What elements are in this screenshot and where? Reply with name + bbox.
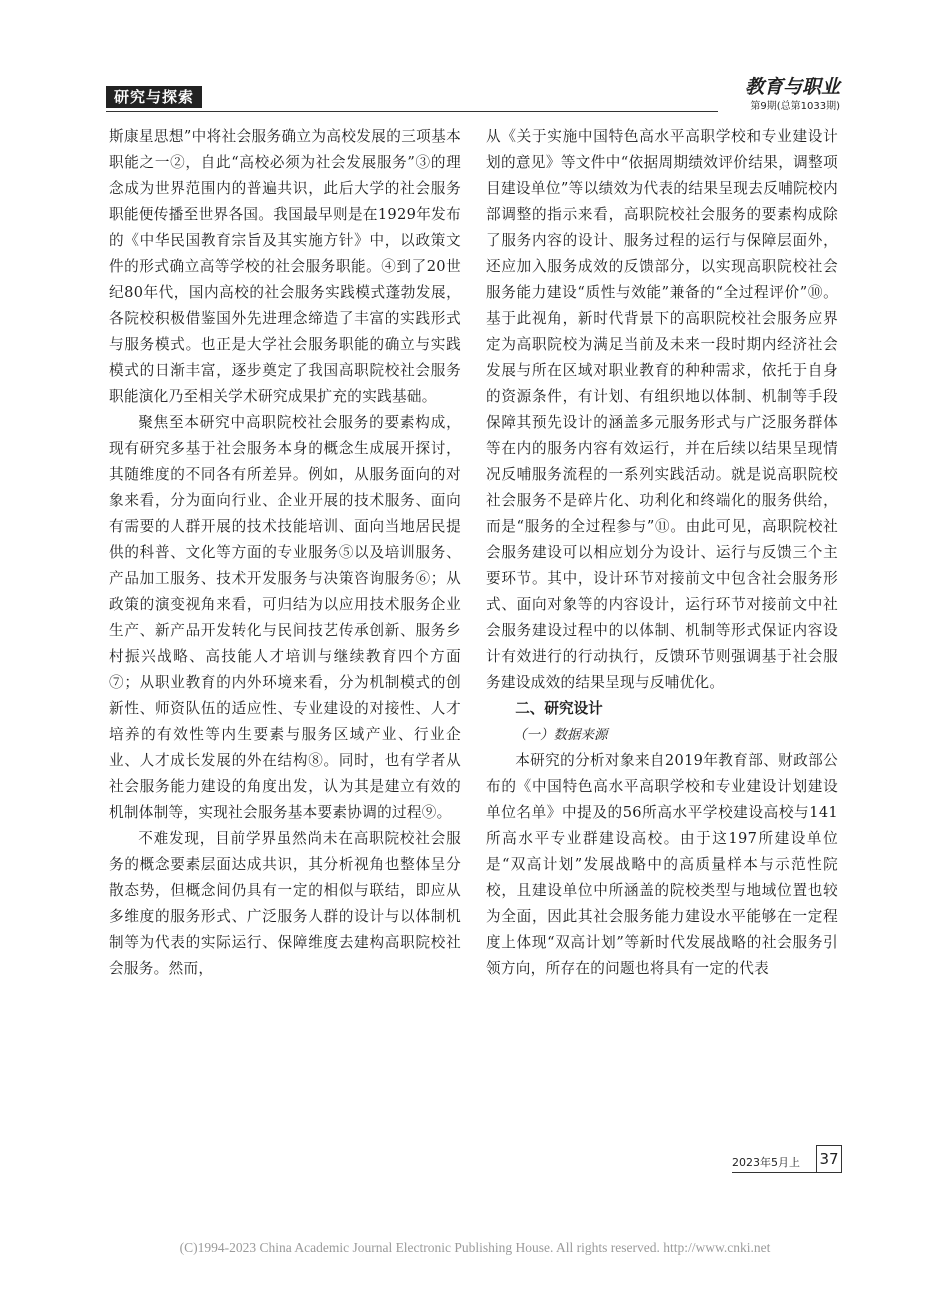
page-number: 37 [816, 1145, 842, 1173]
copyright-notice: (C)1994-2023 China Academic Journal Electronic Publishing House. All rights reserved. http://www.cnki.net [179, 1240, 771, 1255]
footer-rule [732, 1172, 816, 1173]
subsection-heading: （一）数据来源 [513, 727, 608, 743]
right-column [486, 124, 838, 982]
left-column [109, 124, 461, 982]
issue-info: 第9期(总第1033期) [718, 100, 840, 113]
section-heading: 二、研究设计 [515, 700, 603, 717]
paragraph: 不难发现，目前学界虽然尚未在高职院校社会服务的概念要素层面达成共识，其分析视角也整体呈分散态势，但概念间仍具有一定的相似与联结，即应从多维度的服务形式、广泛服务人群的设计与以体制机制等为代表的实际运行、保障维度去建构高职院校社会服务。然而， [109, 830, 461, 977]
paragraph: 斯康星思想”中将社会服务确立为高校发展的三项基本职能之一②，自此“高校必须为社会发展服务”③的理念成为世界范围内的普遍共识，此后大学的社会服务职能便传播至世界各国。我国最早则是在1929年发布的《中华民国教育宗旨及其实施方针》中，以政策文件的形式确立高等学校的社会服务职能。④到了20世纪80年代，国内高校的社会服务实践模式蓬勃发展，各院校积极借鉴国外先进理念缔造了丰富的实践形式与服务模式。也正是大学社会服务职能的确立与实践模式的日渐丰富，逐步奠定了我国高职院校社会服务职能演化乃至相关学术研究成果扩充的实践基础。 [109, 128, 461, 405]
footer-date: 2023年5月上 [732, 1156, 800, 1169]
journal-logo: 教育与职业 [744, 76, 840, 98]
paragraph: 从《关于实施中国特色高水平高职学校和专业建设计划的意见》等文件中“依据周期绩效评价结果，调整项目建设单位”等以绩效为代表的结果呈现去反哺院校内部调整的指示来看，高职院校社会服务的要素构成除了服务内容的设计、服务过程的运行与保障层面外，还应加入服务成效的反馈部分，以实现高职院校社会服务能力建设“质性与效能”兼备的“全过程评价”⑩。基于此视角，新时代背景下的高职院校社会服务应界定为高职院校为满足当前及未来一段时期内经济社会发展与所在区域对职业教育的种种需求，依托于自身的资源条件，有计划、有组织地以体制、机制等手段保障其预先设计的涵盖多元服务形式与广泛服务群体等在内的服务内容有效运行，并在后续以结果呈现情况反哺服务流程的一系列实践活动。就是说高职院校社会服务不是碎片化、功利化和终端化的服务供给，而是“服务的全过程参与”⑪。由此可见，高职院校社会服务建设可以相应划分为设计、运行与反馈三个主要环节。其中，设计环节对接前文中包含社会服务形式、面向对象等的内容设计，运行环节对接前文中社会服务建设过程中的以体制、机制等形式保证内容设计有效进行的行动执行，反馈环节则强调基于社会服务建设成效的结果呈现与反哺优化。 [486, 128, 838, 691]
paragraph: 本研究的分析对象来自2019年教育部、财政部公布的《中国特色高水平高职学校和专业建设计划建设单位名单》中提及的56所高水平学校建设高校与141所高水平专业群建设高校。由于这197所建设单位是“双高计划”发展战略中的高质量样本与示范性院校，且建设单位中所涵盖的院校类型与地域位置也较为全面，因此其社会服务能力建设水平能够在一定程度上体现“双高计划”等新时代发展战略的社会服务引领方向，所存在的问题也将具有一定的代表 [486, 752, 838, 977]
paragraph: 聚焦至本研究中高职院校社会服务的要素构成，现有研究多基于社会服务本身的概念生成展开探讨，其随维度的不同各有所差异。例如，从服务面向的对象来看，分为面向行业、企业开展的技术服务、面向有需要的人群开展的技术技能培训、面向当地居民提供的科普、文化等方面的专业服务⑤以及培训服务、产品加工服务、技术开发服务与决策咨询服务⑥；从政策的演变视角来看，可归结为以应用技术服务企业生产、新产品开发转化与民间技艺传承创新、服务乡村振兴战略、高技能人才培训与继续教育四个方面⑦；从职业教育的内外环境来看，分为机制模式的创新性、师资队伍的适应性、专业建设的对接性、人才培养的有效性等内生要素与服务区域产业、行业企业、人才成长发展的外在结构⑧。同时，也有学者从社会服务能力建设的角度出发，认为其是建立有效的机制体制等，实现社会服务基本要素协调的过程⑨。 [109, 414, 461, 821]
section-label: 研究与探索 [106, 86, 202, 108]
